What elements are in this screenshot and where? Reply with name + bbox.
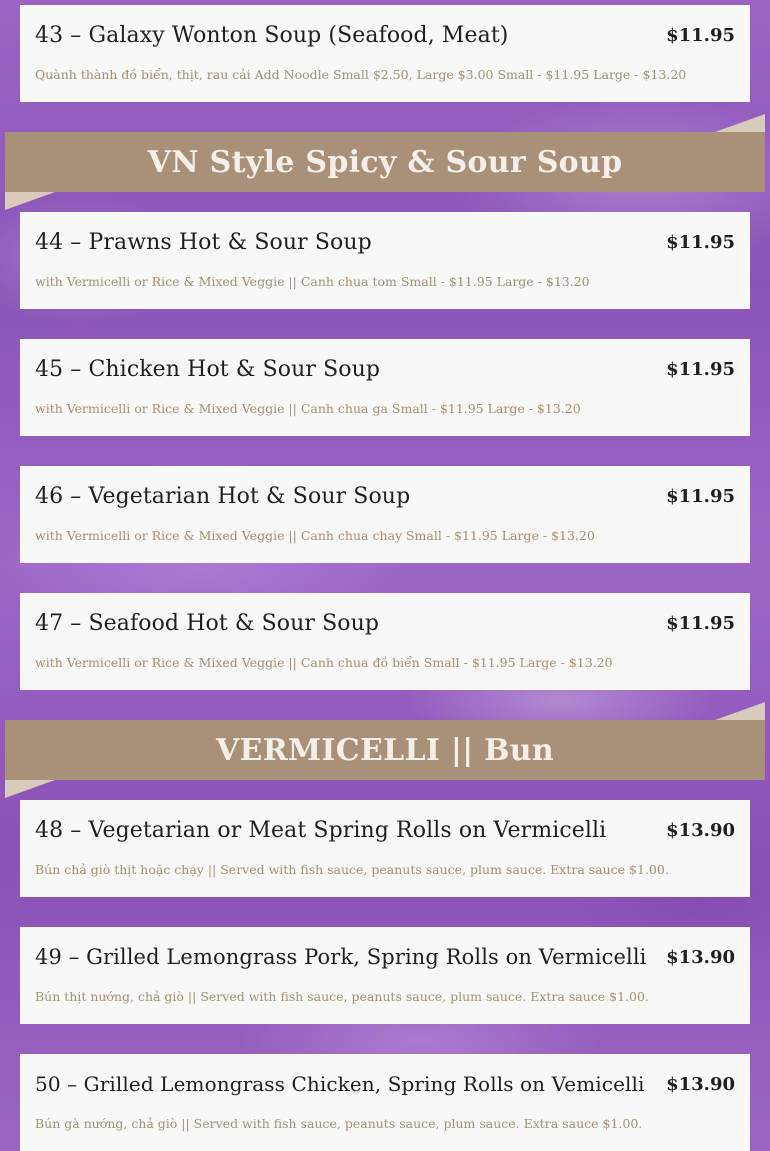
item-price: $11.95 (666, 359, 735, 380)
menu-item-44[interactable] (20, 212, 750, 309)
section-banner-spicy-sour-soup (5, 114, 765, 212)
item-title: 49 – Grilled Lemongrass Pork, Spring Rolls on Vermicelli (35, 945, 647, 969)
banner-ribbon (5, 720, 765, 780)
item-title: 45 – Chicken Hot & Sour Soup (35, 357, 381, 382)
item-description: with Vermicelli or Rice & Mixed Veggie || Canh chua ga Small - $11.95 Large - $13.20 (35, 401, 581, 416)
item-price: $11.95 (666, 613, 735, 634)
item-price: $13.90 (666, 947, 735, 968)
item-price: $13.90 (666, 820, 735, 841)
ribbon-fold-top-right (715, 114, 765, 132)
item-description: Bún chả giò thịt hoặc chạy || Served with fish sauce, peanuts sauce, plum sauce. Extra sauce $1.00. (35, 862, 669, 877)
item-price: $13.90 (666, 1074, 735, 1095)
ribbon-fold-top-right (715, 702, 765, 720)
section-banner-vermicelli (5, 702, 765, 800)
ribbon-fold-bottom-left (5, 192, 55, 210)
item-title: 43 – Galaxy Wonton Soup (Seafood, Meat) (35, 23, 509, 48)
item-title: 47 – Seafood Hot & Sour Soup (35, 611, 380, 636)
item-description: Bún thịt nướng, chả giò || Served with fish sauce, peanuts sauce, plum sauce. Extra sauce $1.00. (35, 989, 649, 1004)
ribbon-fold-bottom-left (5, 780, 55, 798)
item-title: 46 – Vegetarian Hot & Sour Soup (35, 484, 411, 509)
item-description: with Vermicelli or Rice & Mixed Veggie || Canh chua chay Small - $11.95 Large - $13.20 (35, 528, 595, 543)
menu-item-49[interactable] (20, 927, 750, 1024)
menu-item-43[interactable] (20, 5, 750, 102)
item-description: Bún gà nướng, chả giò || Served with fish sauce, peanuts sauce, plum sauce. Extra sauce $1.00. (35, 1116, 643, 1131)
menu-item-45[interactable] (20, 339, 750, 436)
item-description: with Vermicelli or Rice & Mixed Veggie || Canh chua tom Small - $11.95 Large - $13.20 (35, 274, 590, 289)
item-price: $11.95 (666, 25, 735, 46)
section-title: VN Style Spicy & Sour Soup (147, 144, 623, 180)
item-title: 50 – Grilled Lemongrass Chicken, Spring Rolls on Vemicelli (35, 1072, 645, 1096)
menu-item-50[interactable] (20, 1054, 750, 1151)
item-title: 48 – Vegetarian or Meat Spring Rolls on Vermicelli (35, 818, 607, 843)
banner-ribbon (5, 132, 765, 192)
menu-item-48[interactable] (20, 800, 750, 897)
menu-item-47[interactable] (20, 593, 750, 690)
item-title: 44 – Prawns Hot & Sour Soup (35, 230, 372, 255)
item-description: Quành thành đồ biển, thịt, rau cải Add Noodle Small $2.50, Large $3.00 Small - $11.95 Large - $13.20 (35, 67, 687, 82)
section-title: VERMICELLI || Bun (215, 732, 555, 768)
menu-item-46[interactable] (20, 466, 750, 563)
item-price: $11.95 (666, 486, 735, 507)
item-description: with Vermicelli or Rice & Mixed Veggie || Canh chua đồ biển Small - $11.95 Large - $13.20 (35, 655, 613, 670)
item-price: $11.95 (666, 232, 735, 253)
